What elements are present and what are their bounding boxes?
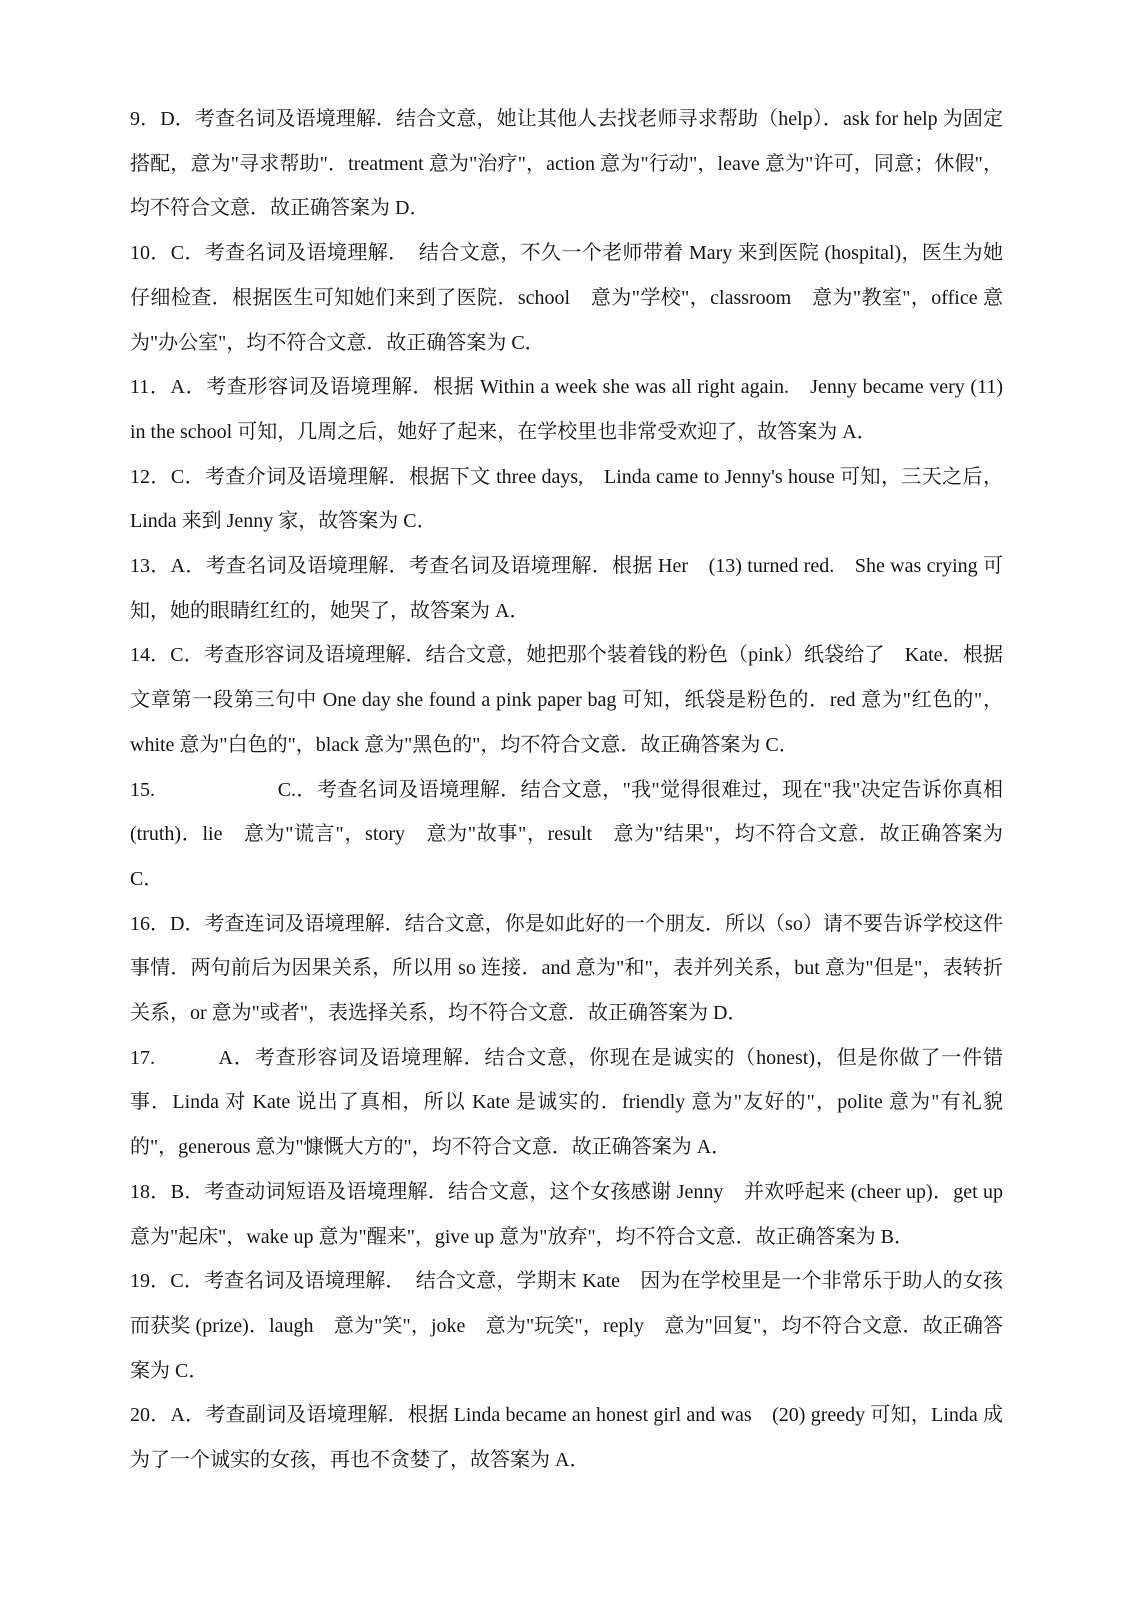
answer-explanation-19: 19．C．考查名词及语境理解． 结合文意，学期末 Kate 因为在学校里是一个非常乐于助人的女孩而获奖 (prize)．laugh 意为"笑"，joke 意为"玩笑"，reply 意为"回复"，均不符合文意．故正确答案为 C． bbox=[130, 1270, 1003, 1382]
answer-explanation-17: 17. A．考查形容词及语境理解．结合文意，你现在是诚实的（honest)，但是你做了一件错事．Linda 对 Kate 说出了真相，所以 Kate 是诚实的．friendly 意为"友好的"，polite 意为"有礼貌的"，generous 意为"慷慨大方的"，均不符合文意．故正确答案为 A． bbox=[130, 1046, 1003, 1159]
answer-explanations bbox=[130, 97, 1003, 1483]
answer-explanation-12: 12．C．考查介词及语境理解．根据下文 three days, Linda came to Jenny's house 可知，三天之后，Linda 来到 Jenny 家，故答案为 C． bbox=[130, 465, 1003, 533]
answer-explanation-16: 16．D．考查连词及语境理解．结合文意，你是如此好的一个朋友．所以（so）请不要告诉学校这件事情．两句前后为因果关系，所以用 so 连接．and 意为"和"，表并列关系，but 意为"但是"，表转折关系，or 意为"或者"，表选择关系，均不符合文意．故正确答案为 D． bbox=[130, 912, 1003, 1025]
answer-explanation-9: 9．D．考查名词及语境理解．结合文意，她让其他人去找老师寻求帮助（help）．ask for help 为固定搭配，意为"寻求帮助"．treatment 意为"治疗"，action 意为"行动"，leave 意为"许可，同意；休假"，均不符合文意．故正确答案为 D． bbox=[130, 108, 1003, 220]
answer-explanation-13: 13．A．考查名词及语境理解．考查名词及语境理解．根据 Her (13) turned red. She was crying 可知，她的眼睛红红的，她哭了，故答案为 A． bbox=[130, 555, 1003, 622]
answer-explanation-20: 20．A．考查副词及语境理解．根据 Linda became an honest girl and was (20) greedy 可知，Linda 成为了一个诚实的女孩，再也不贪婪了，故答案为 A． bbox=[130, 1404, 1003, 1472]
answer-explanation-10: 10．C．考查名词及语境理解． 结合文意，不久一个老师带着 Mary 来到医院 (hospital)，医生为她仔细检查．根据医生可知她们来到了医院．school 意为"学校"，classroom 意为"教室"，office 意为"办公室"，均不符合文意．故正确答案为 C． bbox=[130, 242, 1003, 354]
answer-explanation-18: 18．B．考查动词短语及语境理解．结合文意，这个女孩感谢 Jenny 并欢呼起来 (cheer up)．get up 意为"起床"，wake up 意为"醒来"，give up 意为"放弃"，均不符合文意．故正确答案为 B． bbox=[130, 1180, 1003, 1248]
answer-explanation-11: 11．A．考查形容词及语境理解．根据 Within a week she was all right again. Jenny became very (11) in the school 可知，几周之后，她好了起来，在学校里也非常受欢迎了，故答案为 A． bbox=[130, 376, 1003, 443]
answer-explanation-15: 15. C.．考查名词及语境理解．结合文意，"我"觉得很难过，现在"我"决定告诉你真相 (truth)．lie 意为"谎言"，story 意为"故事"，result 意为"结果"，均不符合文意．故正确答案为 C． bbox=[130, 778, 1003, 890]
answer-explanation-14: 14．C．考查形容词及语境理解．结合文意，她把那个装着钱的粉色（pink）纸袋给了 Kate．根据文章第一段第三句中 One day she found a pink paper bag 可知，纸袋是粉色的．red 意为"红色的"，white 意为"白色的"，black 意为"黑色的"，均不符合文意．故正确答案为 C． bbox=[130, 644, 1003, 756]
